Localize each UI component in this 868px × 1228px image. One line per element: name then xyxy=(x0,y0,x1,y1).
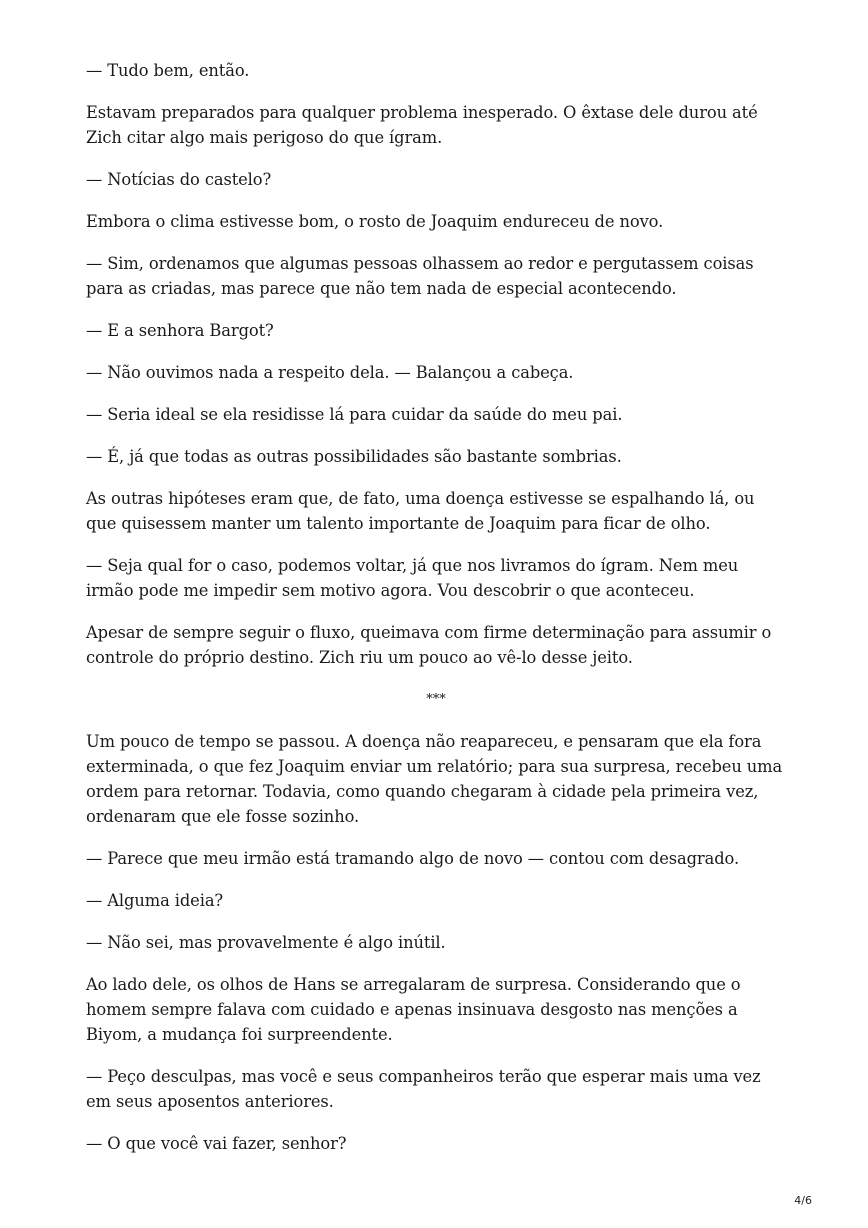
paragraph: Um pouco de tempo se passou. A doença não reapareceu, e pensaram que ela fora exterminada, o que fez Joaquim enviar um relatório; para sua surpresa, recebeu uma ordem para retornar. Todavia, como quando chegaram à cidade pela primeira vez, ordenaram que ele fosse sozinho. xyxy=(86,732,783,826)
paragraph: — Tudo bem, então. xyxy=(86,61,250,80)
paragraph: — Parece que meu irmão está tramando algo de novo — contou com desagrado. xyxy=(86,849,740,868)
paragraph: Embora o clima estivesse bom, o rosto de Joaquim endureceu de novo. xyxy=(86,212,664,231)
paragraph: Apesar de sempre seguir o fluxo, queimava com firme determinação para assumir o controle do próprio destino. Zich riu um pouco ao vê-lo desse jeito. xyxy=(86,623,772,667)
page-number: 4/6 xyxy=(794,1194,812,1207)
paragraph: — Não sei, mas provavelmente é algo inútil. xyxy=(86,933,446,952)
paragraph: As outras hipóteses eram que, de fato, uma doença estivesse se espalhando lá, ou que quisessem manter um talento importante de Joaquim para ficar de olho. xyxy=(86,489,755,533)
paragraph: Estavam preparados para qualquer problema inesperado. O êxtase dele durou até Zich citar algo mais perigoso do que ígram. xyxy=(86,103,758,147)
paragraph: — Alguma ideia? xyxy=(86,891,224,910)
paragraph: — Seja qual for o caso, podemos voltar, já que nos livramos do ígram. Nem meu irmão pode me impedir sem motivo agora. Vou descobrir o que aconteceu. xyxy=(86,556,739,600)
paragraph: — Seria ideal se ela residisse lá para cuidar da saúde do meu pai. xyxy=(86,405,623,424)
paragraph: — Peço desculpas, mas você e seus companheiros terão que esperar mais uma vez em seus aposentos anteriores. xyxy=(86,1067,761,1111)
paragraph: — Notícias do castelo? xyxy=(86,170,272,189)
paragraph: — Não ouvimos nada a respeito dela. — Balançou a cabeça. xyxy=(86,363,574,382)
paragraph: — Sim, ordenamos que algumas pessoas olhassem ao redor e pergutassem coisas para as criadas, mas parece que não tem nada de especial acontecendo. xyxy=(86,254,754,298)
paragraph: — É, já que todas as outras possibilidades são bastante sombrias. xyxy=(86,447,622,466)
paragraph: Ao lado dele, os olhos de Hans se arregalaram de surpresa. Considerando que o homem sempre falava com cuidado e apenas insinuava desgosto nas menções a Biyom, a mudança foi surpreendente. xyxy=(86,975,741,1044)
paragraph: — O que você vai fazer, senhor? xyxy=(86,1134,347,1153)
section-separator: *** xyxy=(426,692,446,707)
document-page xyxy=(86,58,786,1173)
paragraph: — E a senhora Bargot? xyxy=(86,321,274,340)
